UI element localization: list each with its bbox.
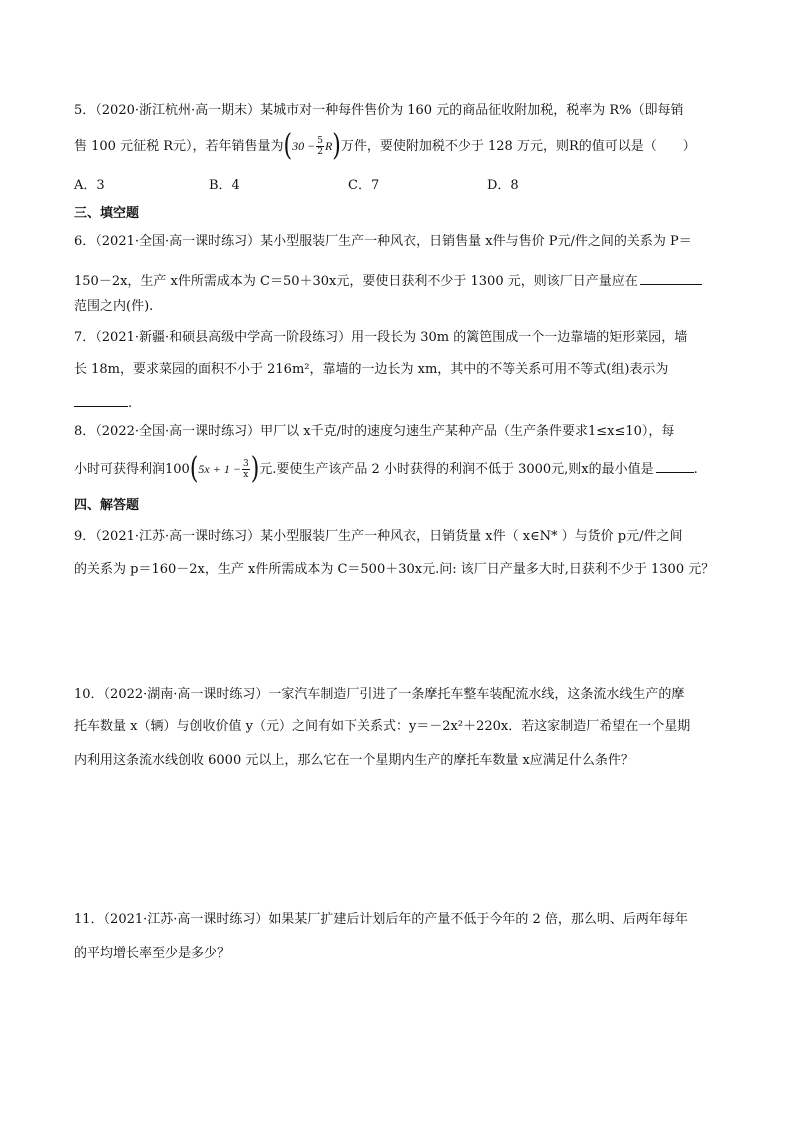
q8-line2: 小时可获得利润100(5x + 1 − $\frac{3}{x}$ )元.要使生产该产品 2 小时获得的利润不低于 3000元,则x的最小值是 . bbox=[74, 451, 698, 486]
q5-option-d: D．8 bbox=[487, 178, 519, 193]
q8-fraction: $\frac{3}{x}$ bbox=[242, 459, 249, 480]
q11-line1: 11．（2021·江苏·高一课时练习）如果某厂扩建后计划后年的产量不低于今年的 2 倍，那么明、后两年每年 bbox=[74, 912, 688, 927]
q6-line3: 范围之内(件). bbox=[74, 299, 154, 314]
section-heading-fill-in: 三、填空题 bbox=[74, 206, 140, 221]
q8-expr: 5x + 1 − bbox=[198, 462, 241, 476]
q8-line2-text-b: 元.要使生产该产品 2 小时获得的利润不低于 3000元,则x的最小值是 bbox=[259, 462, 654, 477]
q10-line2: 托车数量 x（辆）与创收价值 y（元）之间有如下关系式：y＝－2x²＋220x．若这家制造厂希望在一个星期 bbox=[74, 719, 691, 734]
q5-expr-a: 30 − bbox=[292, 139, 316, 153]
q5-option-a: A．3 bbox=[74, 178, 105, 193]
q8-answer-blank[interactable] bbox=[656, 458, 694, 473]
q5-line2-text-b: 万件，要使附加税不少于 128 万元，则R的值可以是（ ） bbox=[340, 139, 696, 154]
q7-line3 bbox=[74, 392, 132, 414]
q8-line2-text-a: 小时可获得利润100 bbox=[74, 462, 190, 477]
q5-option-c: C．7 bbox=[348, 178, 380, 193]
q7-line2: 长 18m，要求菜园的面积不小于 216m²，靠墙的一边长为 xm，其中的不等关系可用不等式(组)表示为 bbox=[74, 362, 669, 377]
q7-answer-blank[interactable] bbox=[74, 392, 128, 407]
q11-line2: 的平均增长率至少是多少？ bbox=[74, 946, 231, 961]
q10-line1: 10．（2022·湖南·高一课时练习）一家汽车制造厂引进了一条摩托车整车装配流水线，这条流水线生产的摩 bbox=[74, 687, 685, 702]
q5-expr-b: R bbox=[324, 139, 333, 153]
section-heading-answers: 四、解答题 bbox=[74, 498, 140, 513]
q7-period: . bbox=[128, 396, 133, 411]
q10-line3: 内利用这条流水线创收 6000 元以上，那么它在一个星期内生产的摩托车数量 x应满足什么条件？ bbox=[74, 753, 634, 768]
q5-fraction: $\frac{5}{2}$ bbox=[317, 136, 323, 157]
q6-line1: 6．（2021·全国·高一课时练习）某小型服装厂生产一种风衣，日销售量 x件与售价 P元/件之间的关系为 P＝ bbox=[74, 234, 692, 249]
q7-line1: 7．（2021·新疆·和硕县高级中学高一阶段练习）用一段长为 30m 的篱笆围成一个一边靠墙的矩形菜园，墙 bbox=[74, 330, 688, 345]
q5-line2: 售 100 元征税 R元），若年销售量为(30 − $\frac{5}{2}$ R)万件，要使附加税不少于 128 万元，则R的值可以是（ ） bbox=[74, 128, 696, 163]
q9-line2: 的关系为 p＝160－2x，生产 x件所需成本为 C＝500＋30x元.问: 该厂日产量多大时,日获利不少于 1300 元？ bbox=[74, 562, 715, 577]
q6-line2-text: 150－2x，生产 x件所需成本为 C＝50＋30x元，要使日获利不少于 1300 元，则该厂日产量应在 bbox=[74, 274, 638, 289]
q9-line1: 9．（2021·江苏·高一课时练习）某小型服装厂生产一种风衣，日销货量 x件（ x∈N* ）与货价 p元/件之间 bbox=[74, 529, 683, 544]
q8-period: . bbox=[693, 462, 698, 477]
q5-line1: 5．（2020·浙江杭州·高一期末）某城市对一种每件售价为 160 元的商品征收附加税，税率为 R%（即每销 bbox=[74, 103, 684, 118]
q6-answer-blank[interactable] bbox=[640, 270, 702, 285]
q5-option-b: B．4 bbox=[209, 178, 240, 193]
q8-line1: 8．（2022·全国·高一课时练习）甲厂以 x千克/时的速度匀速生产某种产品（生产条件要求1≤x≤10），每 bbox=[74, 424, 675, 439]
q5-line2-text-a: 售 100 元征税 R元），若年销售量为 bbox=[74, 139, 284, 154]
q6-line2 bbox=[74, 270, 702, 292]
